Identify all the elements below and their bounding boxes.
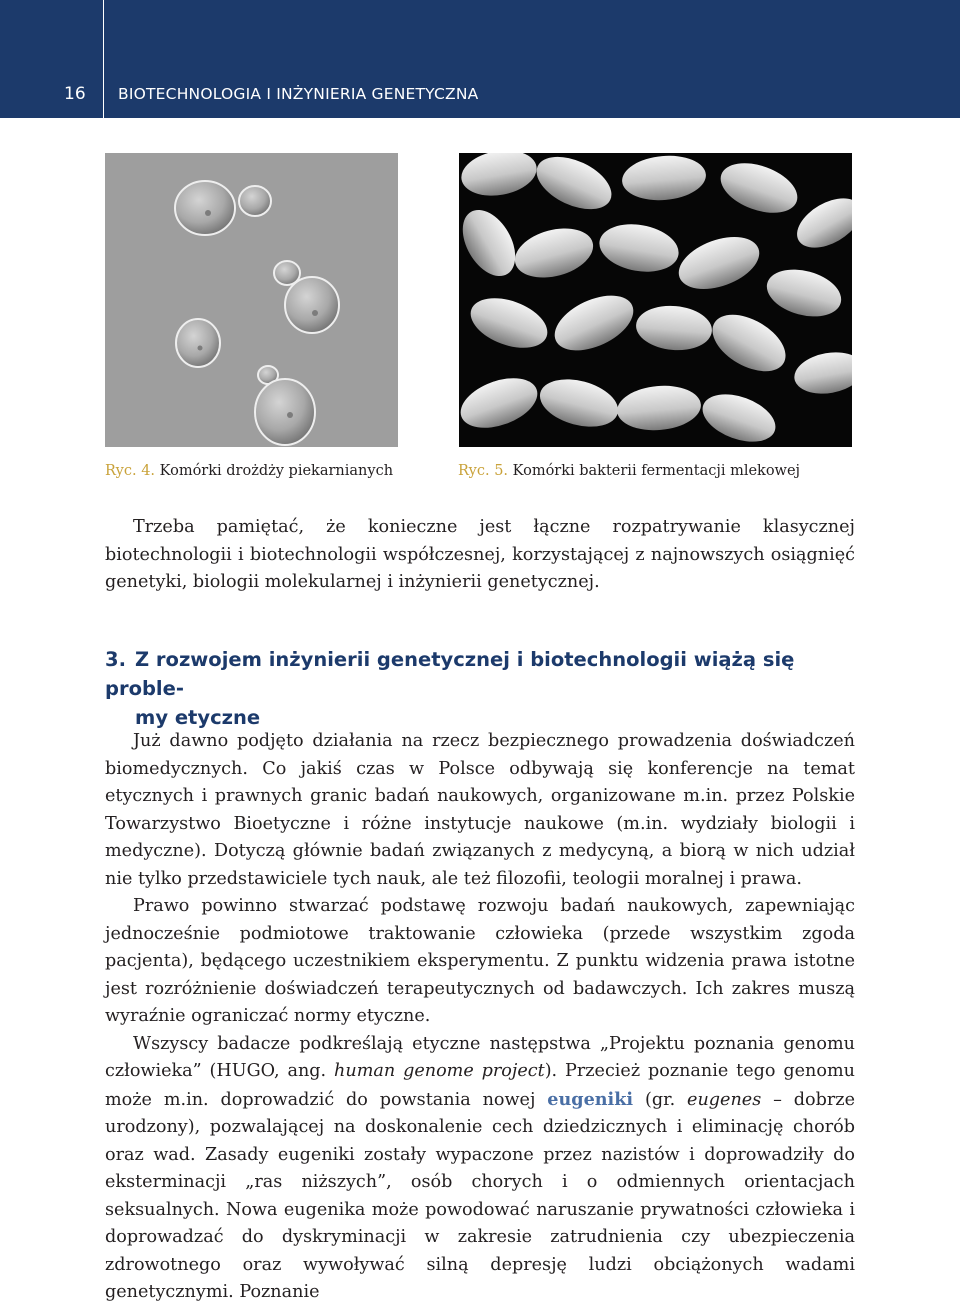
yeast-cells-image bbox=[105, 153, 398, 447]
figure-5-text: Komórki bakterii fermentacji mlekowej bbox=[512, 463, 801, 479]
p3-italic-greek: eugenes bbox=[687, 1089, 762, 1110]
paragraph-1: Już dawno podjęto działania na rzecz bezpiecznego prowadzenia doświadczeń biomedycznych. Co jakiś czas w Polsce odbywają się konferencje na temat etycznych i prawnych granic badań naukowych, organizowane m.in. przez Polskie Towarzystwo Bioetyczne i różne instytucje naukowe (m.in. wydziały biologii i medyczne). Dotyczą głównie badań związanych z medycyną, a biorą w nich udział nie tylko przedstawiciele tych nauk, ale też filozofii, teologii moralnej i prawa. bbox=[105, 731, 855, 889]
header-divider bbox=[103, 0, 104, 118]
chapter-title: BIOTECHNOLOGIA I INŻYNIERIA GENETYCZNA bbox=[118, 85, 479, 103]
paragraph-3 bbox=[105, 1031, 855, 1307]
figure-4-caption bbox=[105, 463, 393, 479]
p3-text-c: (gr. bbox=[633, 1089, 688, 1110]
section-title-line1: Z rozwojem inżynierii genetycznej i biotechnologii wiążą się proble- bbox=[105, 648, 795, 700]
figure-5-caption bbox=[458, 463, 800, 479]
page-number: 16 bbox=[64, 84, 86, 104]
page-header bbox=[0, 0, 960, 118]
figure-4-label: Ryc. 4. bbox=[105, 463, 156, 479]
p3-italic-term: human genome project bbox=[334, 1061, 545, 1081]
paragraph-2: Prawo powinno stwarzać podstawę rozwoju badań naukowych, zapewniając jednocześnie podmiotowe traktowanie człowieka (przede wszystkim zgoda pacjenta), będącego uczestnikiem eksperymentu. Z punktu widzenia prawa istotne jest rozróżnienie doświadczeń terapeutycznych od badawczych. Ich zakres muszą wyraźnie ograniczać normy etyczne. bbox=[105, 896, 855, 1026]
eugenics-keyword: eugeniki bbox=[547, 1088, 634, 1110]
p3-text-d: – dobrze urodzony), pozwalającej na doskonalenie cech dziedzicznych i eliminację chorób oraz wad. Zasady eugeniki zostały wypaczone przez nazistów i doprowadziły do eksterminacji „ras niższych”, osób chorych i o odmiennych orientacjach seksualnych. Nowa eugenika może powodować naruszanie prywatności człowieka i doprowadzać do dyskryminacji w zakresie zatrudnienia czy ubezpieczenia zdrowotnego oraz wywoływać silną depresję ludzi obciążonych wadami genetycznymi. Poznanie bbox=[105, 1089, 855, 1302]
section-heading bbox=[105, 645, 855, 732]
section-title-line2: my etyczne bbox=[135, 706, 261, 729]
figure-5-label: Ryc. 5. bbox=[458, 463, 509, 479]
section-body bbox=[105, 728, 855, 1307]
intro-paragraph: Trzeba pamiętać, że konieczne jest łączne rozpatrywanie klasycznej biotechnologii i biotechnologii współczesnej, korzystającej z najnowszych osiągnięć genetyki, biologii molekularnej i inżynierii genetycznej. bbox=[105, 517, 855, 592]
p3-text-b: ). Przecież poznanie tego genomu może m.in. doprowadzić do powstania nowej bbox=[105, 1061, 855, 1110]
p3-text-a: Wszyscy badacze podkreślają etyczne następstwa „Projektu poznania genomu człowieka” (HUGO, ang. bbox=[105, 1033, 855, 1081]
section-number: 3. bbox=[105, 648, 126, 671]
figure-4-text: Komórki drożdży piekarnianych bbox=[159, 463, 394, 479]
lactic-bacteria-image bbox=[459, 153, 852, 447]
